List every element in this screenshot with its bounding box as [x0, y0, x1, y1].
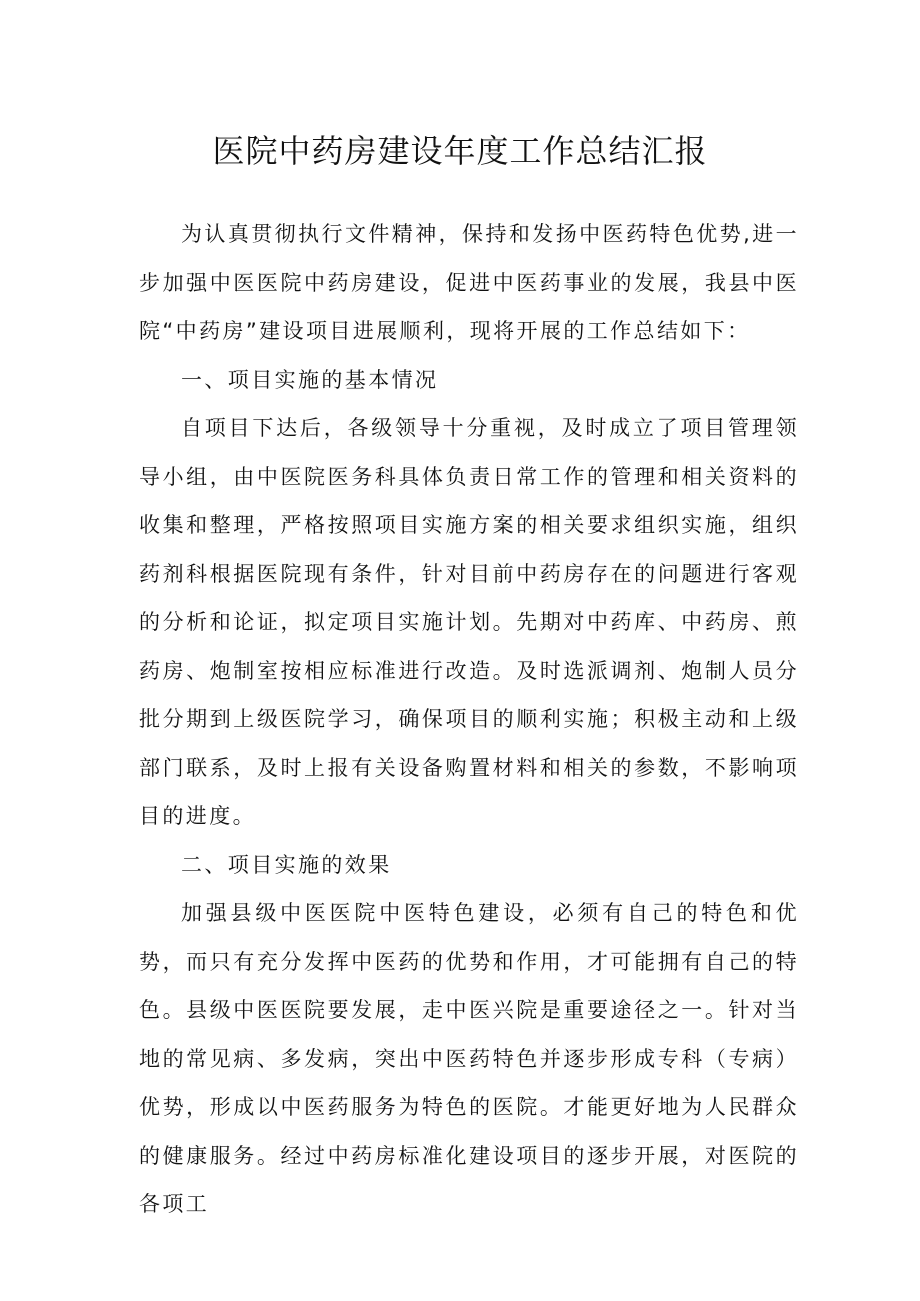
section-heading-1: 一、项目实施的基本情况 — [181, 367, 439, 392]
paragraph-section-1: 自项目下达后，各级领导十分重视，及时成立了项目管理领导小组，由中医院医务科具体负责日常工作的管理和相关资料的收集和整理，严格按照项目实施方案的相关要求组织实施，组织药剂科根据医院现有条件，针对目前中药房存在的问题进行客观的分析和论证，拟定项目实施计划。先期对中药库、中药房、煎药房、炮制室按相应标准进行改造。及时选派调剂、炮制人员分批分期到上级医院学习，确保项目的顺利实施；积极主动和上级部门联系，及时上报有关设备购置材料和相关的参数，不影响项目的进度。 — [139, 416, 799, 828]
document-title: 医院中药房建设年度工作总结汇报 — [212, 132, 708, 170]
document-body — [139, 210, 799, 1229]
paragraph-intro: 为认真贯彻执行文件精神，保持和发扬中医药特色优势,进一步加强中医医院中药房建设，促进中医药事业的发展，我县中医院“中药房”建设项目进展顺利，现将开展的工作总结如下： — [139, 222, 799, 343]
paragraph-section-2: 加强县级中医医院中医特色建设，必须有自己的特色和优势，而只有充分发挥中医药的优势和作用，才可能拥有自己的特色。县级中医医院要发展，走中医兴院是重要途径之一。针对当地的常见病、多发病，突出中医药特色并逐步形成专科（专病）优势，形成以中医药服务为特色的医院。才能更好地为人民群众的健康服务。经过中药房标准化建设项目的逐步开展，对医院的各项工 — [139, 901, 799, 1216]
section-heading-2: 二、项目实施的效果 — [181, 852, 392, 877]
